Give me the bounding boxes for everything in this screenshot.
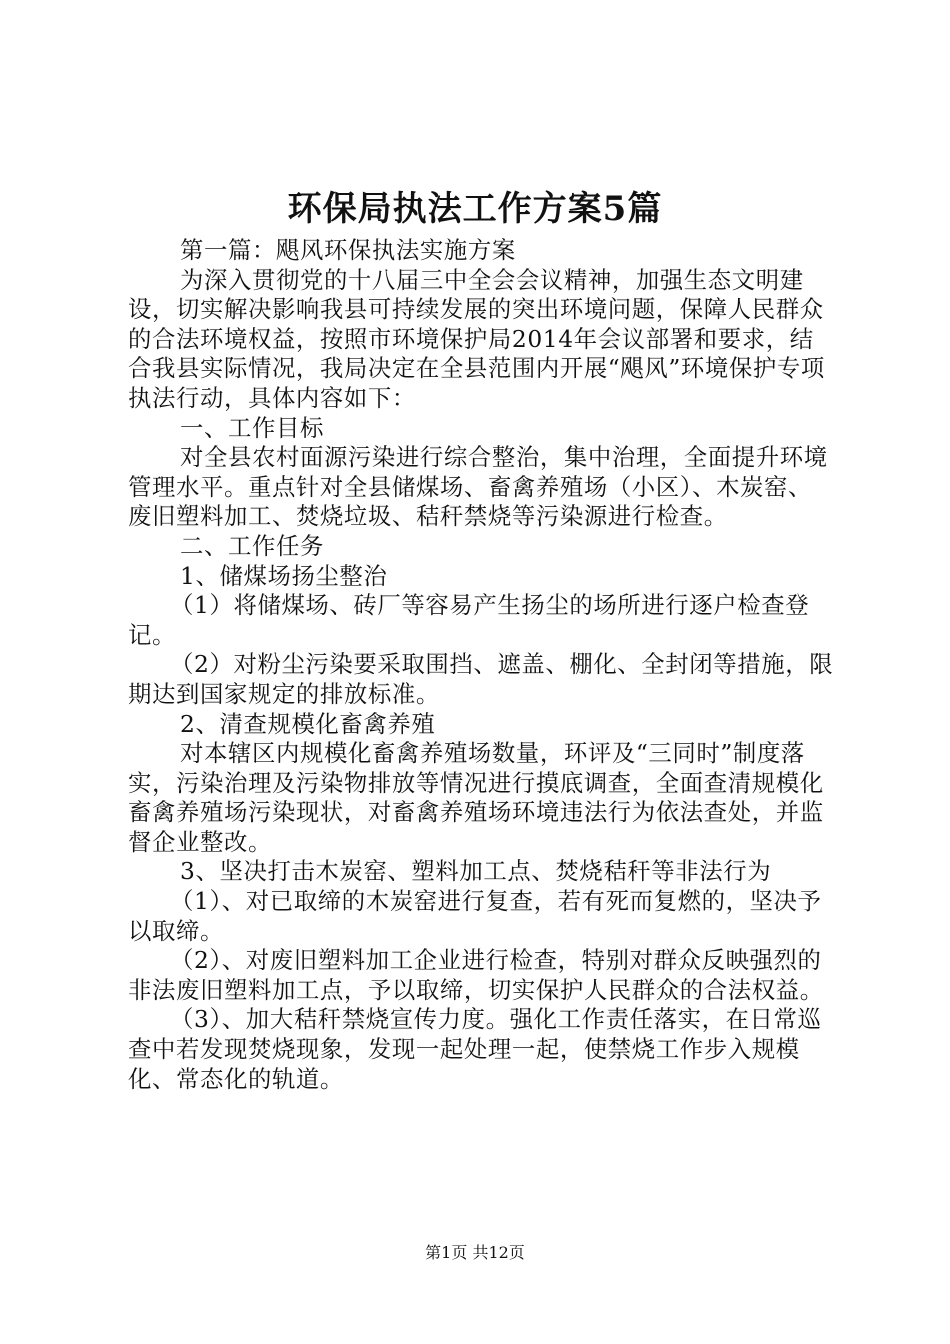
paragraph: 对全县农村面源污染进行综合整治，集中治理，全面提升环境管理水平。重点针对全县储煤场、畜禽养殖场（小区）、木炭窑、废旧塑料加工、焚烧垃圾、秸秆禁烧等污染源进行检查。 [128,443,828,531]
paragraph: 二、工作任务 [180,531,324,560]
paragraph: 一、工作目标 [180,413,324,442]
paragraph: （2）、对废旧塑料加工企业进行检查，特别对群众反映强烈的非法废旧塑料加工点，予以取缔，切实保护人民群众的合法权益。 [128,946,824,1004]
paragraph: 2、清查规模化畜禽养殖 [180,709,436,738]
paragraph: （1）将储煤场、砖厂等容易产生扬尘的场所进行逐户检查登记。 [128,591,810,649]
paragraph: （1）、对已取缔的木炭窑进行复查，若有死而复燃的，坚决予以取缔。 [128,887,822,945]
paragraph: （2）对粉尘污染要采取围挡、遮盖、棚化、全封闭等措施，限期达到国家规定的排放标准。 [128,650,834,708]
document-body [128,236,834,1094]
paragraph: （3）、加大秸秆禁烧宣传力度。强化工作责任落实，在日常巡查中若发现焚烧现象，发现一起处理一起，使禁烧工作步入规模化、常态化的轨道。 [128,1005,822,1093]
page-footer: 第1页 共12页 [425,1243,525,1262]
paragraph: 对本辖区内规模化畜禽养殖场数量，环评及“三同时”制度落实，污染治理及污染物排放等情况进行摸底调查，全面查清规模化畜禽养殖场污染现状，对畜禽养殖场环境违法行为依法查处，并监督企业整改。 [128,739,824,856]
paragraph: 为深入贯彻党的十八届三中全会会议精神，加强生态文明建设，切实解决影响我县可持续发展的突出环境问题，保障人民群众的合法环境权益，按照市环境保护局2014年会议部署和要求，结合我县实际情况，我局决定在全县范围内开展“飓风”环境保护专项执法行动，具体内容如下： [128,265,825,412]
paragraph: 第一篇：飓风环保执法实施方案 [180,236,516,264]
document-title: 环保局执法工作方案5篇 [287,189,663,229]
paragraph: 3、坚决打击木炭窑、塑料加工点、焚烧秸秆等非法行为 [180,857,772,886]
paragraph: 1、储煤场扬尘整治 [180,561,388,590]
